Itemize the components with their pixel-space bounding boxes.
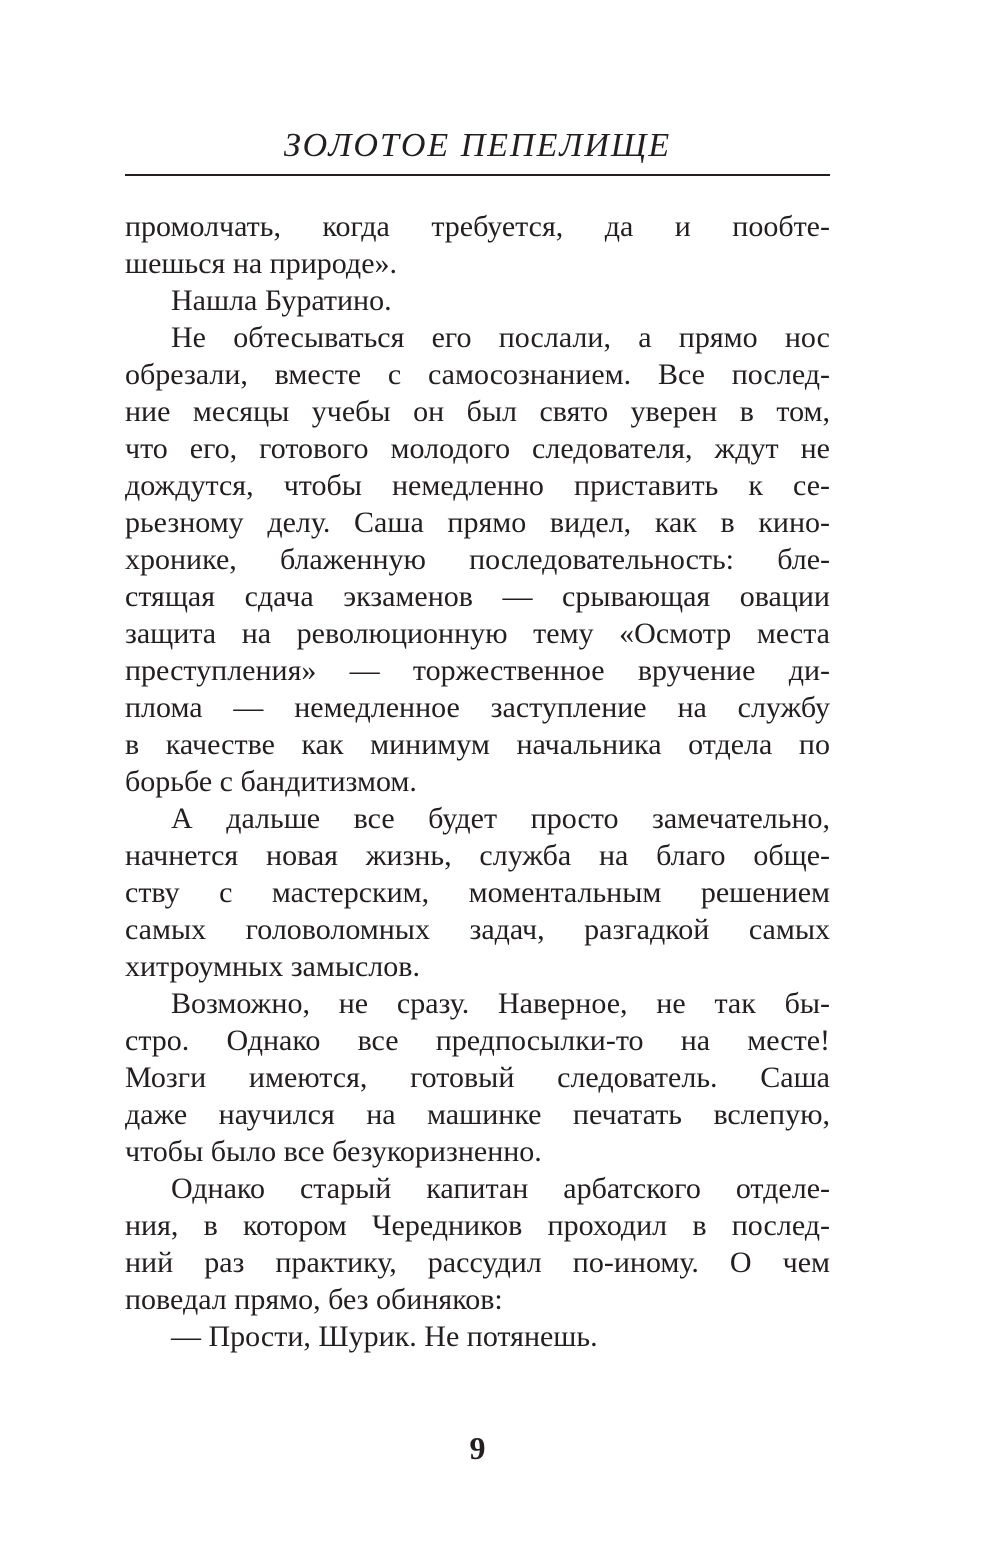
- text-line: в качестве как минимум начальника отдела по: [125, 728, 830, 761]
- text-line: чтобы было все безукоризненно.: [125, 1135, 542, 1168]
- text-line: Нашла Буратино.: [171, 284, 392, 317]
- header-rule: [125, 174, 830, 176]
- page-body: [125, 208, 830, 1355]
- text-line: хронике, блаженную последовательность: бле-: [125, 543, 830, 576]
- text-line: ние месяцы учебы он был свято уверен в том,: [125, 395, 830, 428]
- text-line: Мозги имеются, готовый следователь. Саша: [125, 1061, 830, 1094]
- text-line: Однако старый капитан арбатского отделе-: [171, 1172, 830, 1205]
- text-line: — Прости, Шурик. Не потянешь.: [171, 1320, 598, 1353]
- text-line: поведал прямо, без обиняков:: [125, 1283, 503, 1316]
- text-line: обрезали, вместе с самосознанием. Все послед-: [125, 358, 830, 391]
- text-line: борьбе с бандитизмом.: [125, 765, 417, 798]
- text-line: шешься на природе».: [125, 247, 398, 280]
- text-line: стро. Однако все предпосылки-то на месте!: [125, 1024, 830, 1057]
- text-line: даже научился на машинке печатать вслепую,: [125, 1098, 830, 1131]
- text-line: ния, в котором Чередников проходил в послед-: [125, 1209, 830, 1242]
- text-line: начнется новая жизнь, служба на благо обще-: [125, 839, 830, 872]
- text-line: плома — немедленное заступление на службу: [125, 691, 830, 724]
- text-line: А дальше все будет просто замечательно,: [171, 802, 830, 835]
- text-line: Возможно, не сразу. Наверное, не так бы-: [171, 987, 830, 1020]
- text-line: Не обтесываться его послали, а прямо нос: [171, 321, 830, 354]
- text-line: преступления» — торжественное вручение ди-: [125, 654, 830, 687]
- text-line: рьезному делу. Саша прямо видел, как в кино-: [125, 506, 830, 539]
- text-line: самых головоломных задач, разгадкой самых: [125, 913, 830, 946]
- text-line: хитроумных замыслов.: [125, 950, 420, 983]
- text-line: стящая сдача экзаменов — срывающая овации: [125, 580, 830, 613]
- text-line: промолчать, когда требуется, да и пообте-: [125, 210, 830, 243]
- running-title: ЗОЛОТОЕ ПЕПЕЛИЩЕ: [283, 127, 672, 164]
- text-line: дождутся, чтобы немедленно приставить к се-: [125, 469, 830, 502]
- text-line: ний раз практику, рассудил по-иному. О чем: [125, 1246, 830, 1279]
- text-line: что его, готового молодого следователя, ждут не: [125, 432, 830, 465]
- text-line: защита на революционную тему «Осмотр места: [125, 617, 830, 650]
- text-line: ству с мастерским, моментальным решением: [125, 876, 830, 909]
- page-number: 9: [469, 1430, 486, 1466]
